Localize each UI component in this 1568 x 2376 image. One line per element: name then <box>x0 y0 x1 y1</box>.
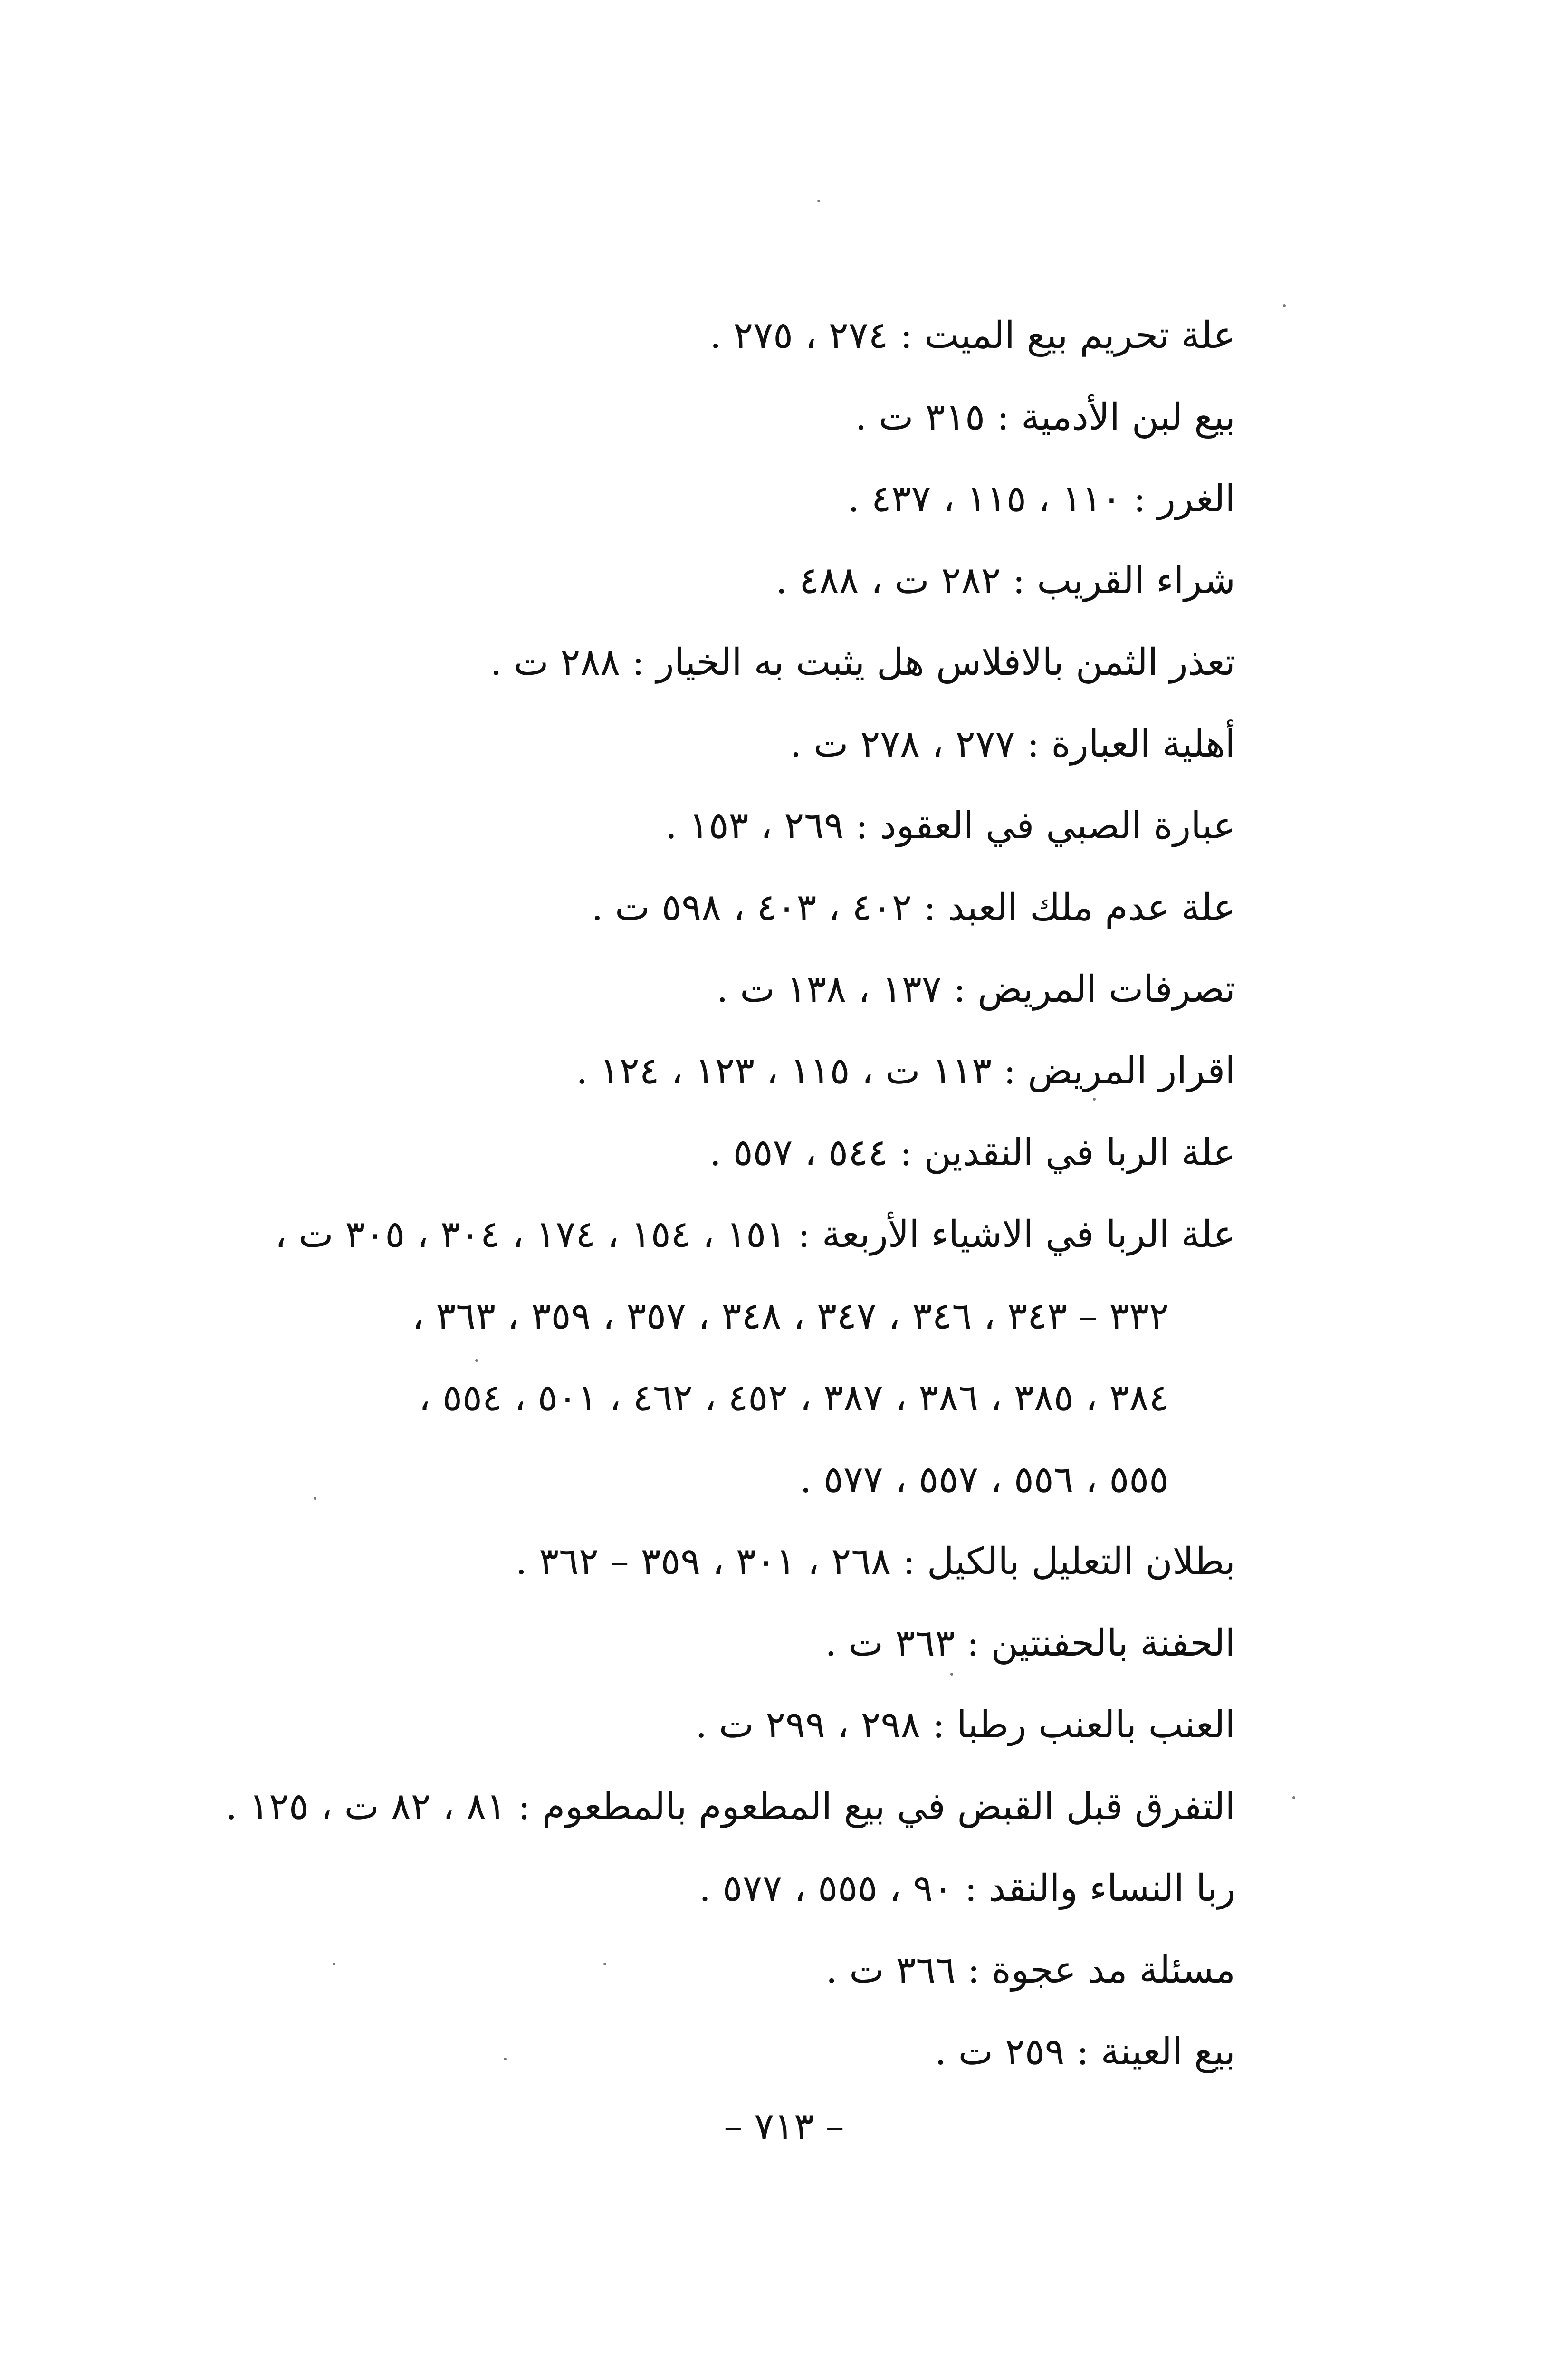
scan-speck <box>333 1963 335 1965</box>
index-entry: علة الربا في النقدين : ٥٤٤ ، ٥٥٧ . <box>709 1131 1235 1174</box>
index-entry-line: ٣٨٤ ، ٣٨٥ ، ٣٨٦ ، ٣٨٧ ، ٤٥٢ ، ٤٦٢ ، ٥٠١ ، ٥٥٤ ، <box>419 1377 1169 1419</box>
scan-speck <box>817 200 820 202</box>
index-entry: التفرق قبل القبض في بيع المطعوم بالمطعوم : ٨١ ، ٨٢ ت ، ١٢٥ . <box>225 1785 1235 1828</box>
scan-speck <box>950 1673 953 1676</box>
scan-speck <box>314 1497 316 1500</box>
index-entry: علة عدم ملك العبد : ٤٠٢ ، ٤٠٣ ، ٥٩٨ ت . <box>591 886 1235 929</box>
scan-speck <box>475 1359 478 1362</box>
index-entry-multiline <box>181 1194 1235 1521</box>
index-entry: بيع لبن الأدمية : ٣١٥ ت . <box>855 396 1235 439</box>
index-entry: مسئلة مد عجوة : ٣٦٦ ت . <box>825 1949 1235 1992</box>
index-entry: الحفنة بالحفنتين : ٣٦٣ ت . <box>825 1622 1235 1665</box>
index-entry-line: ٣٣٢ – ٣٤٣ ، ٣٤٦ ، ٣٤٧ ، ٣٤٨ ، ٣٥٧ ، ٣٥٩ ، ٣٦٣ ، <box>412 1295 1169 1338</box>
scan-speck <box>1283 304 1286 307</box>
index-entry: شراء القريب : ٢٨٢ ت ، ٤٨٨ . <box>775 559 1235 602</box>
index-entry-line: ٥٥٥ ، ٥٥٦ ، ٥٥٧ ، ٥٧٧ . <box>800 1458 1169 1501</box>
index-entry: بطلان التعليل بالكيل : ٢٦٨ ، ٣٠١ ، ٣٥٩ – ٣٦٢ . <box>515 1540 1235 1583</box>
index-entry: الغرر : ١١٠ ، ١١٥ ، ٤٣٧ . <box>848 478 1235 520</box>
scan-speck <box>603 1963 606 1965</box>
index-entry: العنب بالعنب رطبا : ٢٩٨ ، ٢٩٩ ت . <box>695 1704 1235 1746</box>
index-entry: علة تحريم بيع الميت : ٢٧٤ ، ٢٧٥ . <box>709 314 1235 357</box>
scan-speck <box>504 2058 507 2060</box>
index-entry: أهلية العبارة : ٢٧٧ ، ٢٧٨ ت . <box>790 723 1235 766</box>
index-entry-line: علة الربا في الاشياء الأربعة : ١٥١ ، ١٥٤ ، ١٧٤ ، ٣٠٤ ، ٣٠٥ ت ، <box>275 1213 1235 1256</box>
index-entry: ربا النساء والنقد : ٩٠ ، ٥٥٥ ، ٥٧٧ . <box>699 1867 1235 1910</box>
index-entry: اقرار المريض : ١١٣ ت ، ١١٥ ، ١٢٣ ، ١٢٤ . <box>576 1050 1235 1092</box>
index-entry: بيع العينة : ٢٥٩ ت . <box>935 2031 1235 2073</box>
index-entry: تعذر الثمن بالافلاس هل يثبت به الخيار : ٢٨٨ ت . <box>490 641 1235 684</box>
index-list <box>181 295 1235 2093</box>
scan-speck <box>1093 1098 1096 1101</box>
page-number: – ٧١٣ – <box>724 2105 844 2148</box>
index-entry: تصرفات المريض : ١٣٧ ، ١٣٨ ت . <box>716 968 1235 1011</box>
index-entry: عبارة الصبي في العقود : ٢٦٩ ، ١٥٣ . <box>665 805 1235 847</box>
scan-speck <box>1292 1796 1295 1799</box>
